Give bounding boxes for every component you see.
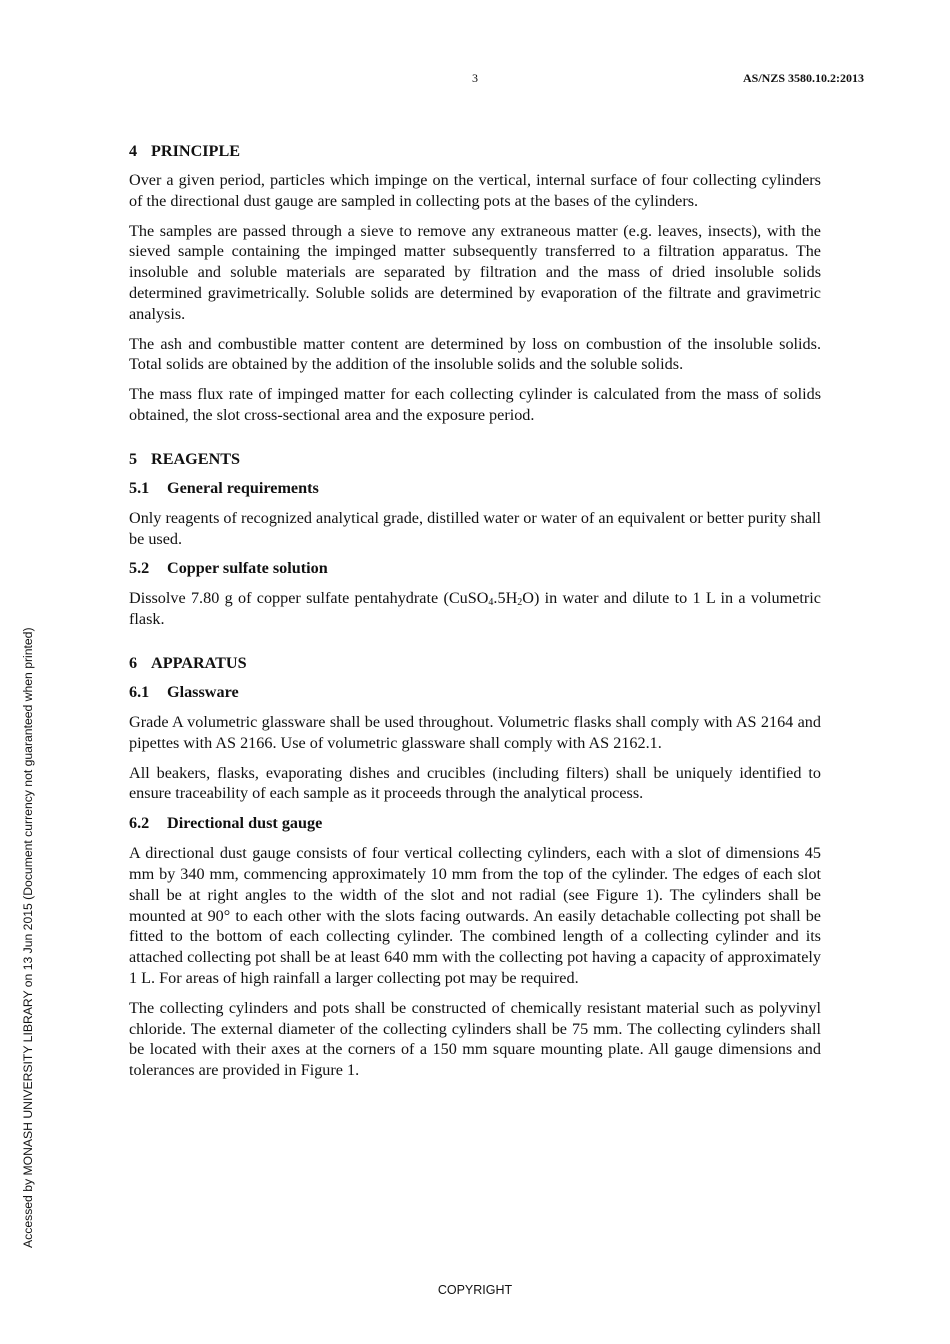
principle-paragraph: The mass flux rate of impinged matter for each collecting cylinder is calculated from the mass of solids obtained, the slot cross-sectional area and the exposure period. xyxy=(129,385,821,424)
standard-identifier: AS/NZS 3580.10.2:2013 xyxy=(742,71,864,85)
subscript: 4 xyxy=(488,597,494,609)
subsection-5-2-heading xyxy=(129,558,821,579)
subsection-5-1-heading xyxy=(129,478,821,499)
subsection-number: 6.2 xyxy=(129,814,150,833)
glassware-paragraph: Grade A volumetric glassware shall be used throughout. Volumetric flasks shall comply with AS 2164 and pipettes with AS 2166. Use of volumetric glassware shall comply with AS 2162.1. xyxy=(129,712,821,752)
subsection-6-2-heading xyxy=(129,813,821,834)
glassware-paragraph: All beakers, flasks, evaporating dishes and crucibles (including filters) shall be uniquely identified to ensure traceability of each sample as it proceeds through the analytical process. xyxy=(129,763,821,803)
section-5-heading xyxy=(129,449,821,470)
subsection-number: 5.1 xyxy=(129,478,150,497)
subsection-title: Copper sulfate solution xyxy=(167,559,328,578)
section-title: PRINCIPLE xyxy=(151,142,241,160)
copyright-footer: COPYRIGHT xyxy=(437,1283,513,1297)
subsection-6-1-heading xyxy=(129,682,821,703)
principle-paragraph: The ash and combustible matter content are determined by loss on combustion of the insoluble solids. Total solids are obtained by the addition of the insoluble solids and the soluble solids. xyxy=(129,334,821,374)
principle-paragraph: The samples are passed through a sieve to remove any extraneous matter (e.g. leaves, insects), with the sieved sample containing the impinged matter subsequently transferred to a filtration apparatus. The insoluble and soluble materials are separated by filtration and the mass of dried insoluble solids determined gravimetrically. Soluble solids are determined by evaporation of the filtrate and gravimetric analysis. xyxy=(129,221,821,323)
section-6-heading xyxy=(129,653,821,674)
section-number: 5 xyxy=(129,449,138,468)
document-body xyxy=(129,141,821,1090)
subsection-title: Directional dust gauge xyxy=(167,814,323,833)
subsection-title: Glassware xyxy=(167,682,239,701)
section-number: 6 xyxy=(129,653,138,672)
copper-sulfate-paragraph: Dissolve 7.80 g of copper sulfate pentahydrate $(CuSO_4.5H_2O)$ in water and dilute to 1 L in a volumetric flask. xyxy=(129,589,821,629)
section-title: REAGENTS xyxy=(151,449,241,468)
principle-paragraph: Over a given period, particles which impinge on the vertical, internal surface of four collecting cylinders of the directional dust gauge are sampled in collecting pots at the bases of the cylinders. xyxy=(129,171,821,210)
section-title: APPARATUS xyxy=(151,653,247,672)
dust-gauge-paragraph: A directional dust gauge consists of four vertical collecting cylinders, each with a slot of dimensions 45 mm by 340 mm, commencing approximately 10 mm from the top of the cylinder. The edges of each slot shall be at right angles to the width of the slot and not radial (see Figure 1). The cylinders shall be mounted at 90° to each other with the slots facing outwards. An easily detachable collecting pot shall be fitted to the bottom of each collecting cylinder. The combined length of a collecting cylinder and its attached collecting pot shall be at least 640 mm with the collecting pot having a capacity of approximately 1 L. For areas of high rainfall a larger collecting pot may be required. xyxy=(129,844,821,987)
reagents-paragraph: Only reagents of recognized analytical grade, distilled water or water of an equivalent or better purity shall be used. xyxy=(129,508,821,548)
subsection-number: 6.1 xyxy=(129,682,150,701)
access-watermark: Accessed by MONASH UNIVERSITY LIBRARY on 13 Jun 2015 (Document currency not guaranteed when printed) xyxy=(21,627,35,1248)
section-number: 4 xyxy=(129,142,138,160)
subscript: 2 xyxy=(517,597,523,609)
subsection-number: 5.2 xyxy=(129,559,150,578)
section-4-heading xyxy=(129,141,821,162)
page-number: 3 xyxy=(472,71,478,85)
subsection-title: General requirements xyxy=(167,478,319,497)
dust-gauge-paragraph: The collecting cylinders and pots shall be constructed of chemically resistant material such as polyvinyl chloride. The external diameter of the collecting cylinders shall be 75 mm. The collecting cylinders shall be located with their axes at the corners of a 150 mm square mounting plate. All gauge dimensions and tolerances are provided in Figure 1. xyxy=(129,998,821,1080)
